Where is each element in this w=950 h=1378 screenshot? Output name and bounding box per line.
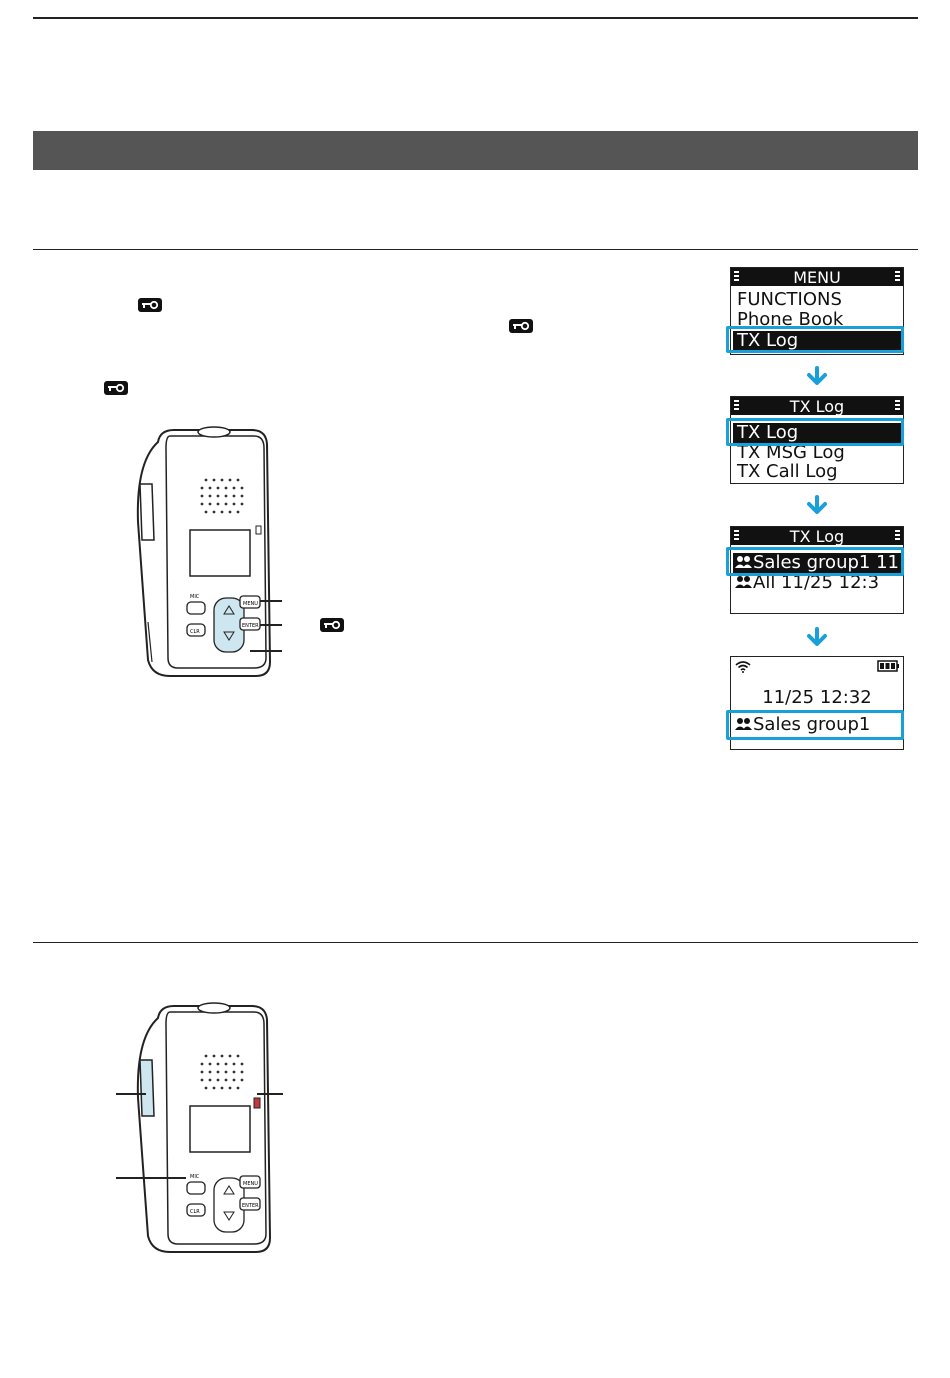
menu-title: MENU	[793, 268, 841, 287]
key-icon	[320, 618, 344, 632]
group-icon	[735, 575, 753, 589]
wifi-icon	[735, 660, 751, 673]
screen-title	[731, 397, 903, 415]
standby-destination: Sales group1	[735, 715, 870, 735]
menu-key-label: MENU	[243, 1181, 258, 1187]
standby-time: 11/25 12:32	[762, 687, 872, 708]
down-arrow-icon	[806, 366, 828, 386]
menu-item-phone-book[interactable]: Phone Book	[737, 309, 844, 330]
section-divider-2	[33, 942, 918, 943]
tx-log-item[interactable]: TX Log	[733, 423, 901, 443]
menu-key-label: MENU	[243, 601, 258, 607]
key-icon	[509, 319, 533, 333]
key-icon	[138, 298, 162, 312]
selection-highlight	[726, 710, 904, 740]
enter-key-label: ENTER	[242, 1203, 259, 1209]
key-icon	[104, 381, 128, 395]
menu-item-tx-log[interactable]: TX Log	[733, 331, 901, 351]
clr-key-label: CLR	[190, 629, 200, 635]
mic-label: MIC	[190, 594, 200, 600]
section-header-bar	[33, 131, 918, 170]
callout-line	[250, 650, 282, 652]
callout-line	[260, 600, 282, 602]
selection-highlight	[726, 418, 904, 446]
section-divider-1	[33, 249, 918, 250]
screen-title	[731, 268, 903, 286]
tx-log-list-title: TX Log	[789, 527, 845, 546]
selection-highlight	[726, 326, 904, 353]
log-entry-all[interactable]: All 11/25 12:3	[735, 573, 879, 593]
mic-label: MIC	[190, 1174, 200, 1180]
device-illustration-top	[130, 422, 290, 684]
device-illustration-bottom	[130, 998, 290, 1260]
callout-line	[116, 1177, 186, 1179]
menu-item-functions[interactable]: FUNCTIONS	[737, 289, 842, 310]
tx-msg-log-item[interactable]: TX MSG Log	[737, 442, 845, 463]
log-entry-sales-group[interactable]: Sales group1 11	[733, 553, 901, 573]
tx-call-log-item[interactable]: TX Call Log	[737, 461, 838, 482]
tx-log-title: TX Log	[789, 397, 845, 416]
callout-line	[257, 1093, 283, 1095]
top-rule	[33, 17, 918, 19]
screen-title	[731, 527, 903, 545]
down-arrow-icon	[806, 627, 828, 647]
callout-line	[116, 1093, 146, 1095]
selection-highlight	[726, 547, 904, 576]
clr-key-label: CLR	[190, 1209, 200, 1215]
enter-key-label: ENTER	[242, 623, 259, 629]
callout-line	[260, 624, 282, 626]
down-arrow-icon	[806, 495, 828, 515]
battery-icon	[877, 660, 899, 672]
